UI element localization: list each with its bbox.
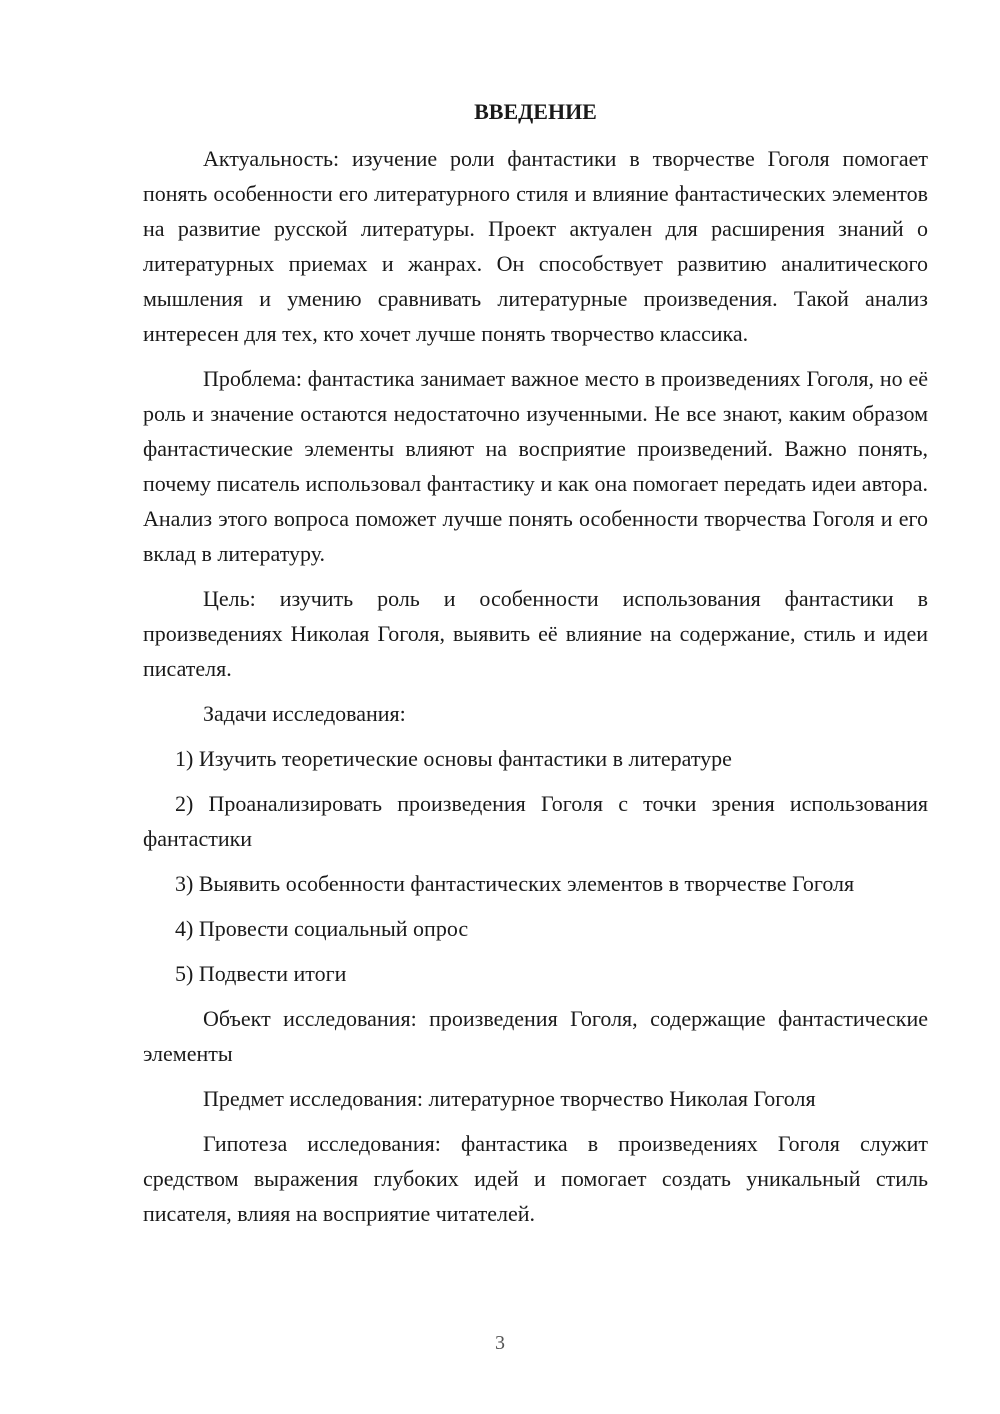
task-item: 2) Проанализировать произведения Гоголя с точки зрения использования фантастики	[143, 791, 928, 851]
object-paragraph: Объект исследования: произведения Гоголя, содержащие фантастические элементы	[143, 1006, 928, 1066]
relevance-paragraph: Актуальность: изучение роли фантастики в творчестве Гоголя помогает понять особенности его литературного стиля и влияние фантастических элементов на развитие русской литературы. Проект актуален для расширения знаний о литературных приемах и жанрах. Он способствует развитию аналитического мышления и умению сравнивать литературные произведения. Такой анализ интересен для тех, кто хочет лучше понять творчество классика.	[143, 146, 928, 346]
task-item: 5) Подвести итоги	[175, 961, 347, 986]
goal-paragraph: Цель: изучить роль и особенности использования фантастики в произведениях Николая Гоголя, выявить её влияние на содержание, стиль и идеи писателя.	[143, 586, 928, 681]
task-item: 3) Выявить особенности фантастических элементов в творчестве Гоголя	[175, 871, 855, 896]
task-item: 1) Изучить теоретические основы фантастики в литературе	[175, 746, 732, 771]
tasks-list	[143, 741, 928, 991]
page-number: 3	[495, 1332, 505, 1354]
problem-paragraph: Проблема: фантастика занимает важное место в произведениях Гоголя, но её роль и значение остаются недостаточно изученными. Не все знают, каким образом фантастические элементы влияют на восприятие произведений. Важно понять, почему писатель использовал фантастику и как она помогает передать идеи автора. Анализ этого вопроса поможет лучше понять особенности творчества Гоголя и его вклад в литературу.	[143, 366, 928, 566]
tasks-heading: Задачи исследования:	[203, 701, 406, 726]
subject-paragraph: Предмет исследования: литературное творчество Николая Гоголя	[203, 1086, 816, 1111]
hypothesis-paragraph: Гипотеза исследования: фантастика в произведениях Гоголя служит средством выражения глубоких идей и помогает создать уникальный стиль писателя, влияя на восприятие читателей.	[143, 1131, 928, 1226]
document-title: ВВЕДЕНИЕ	[474, 99, 597, 124]
document-page	[143, 94, 928, 1241]
task-item: 4) Провести социальный опрос	[175, 916, 469, 941]
